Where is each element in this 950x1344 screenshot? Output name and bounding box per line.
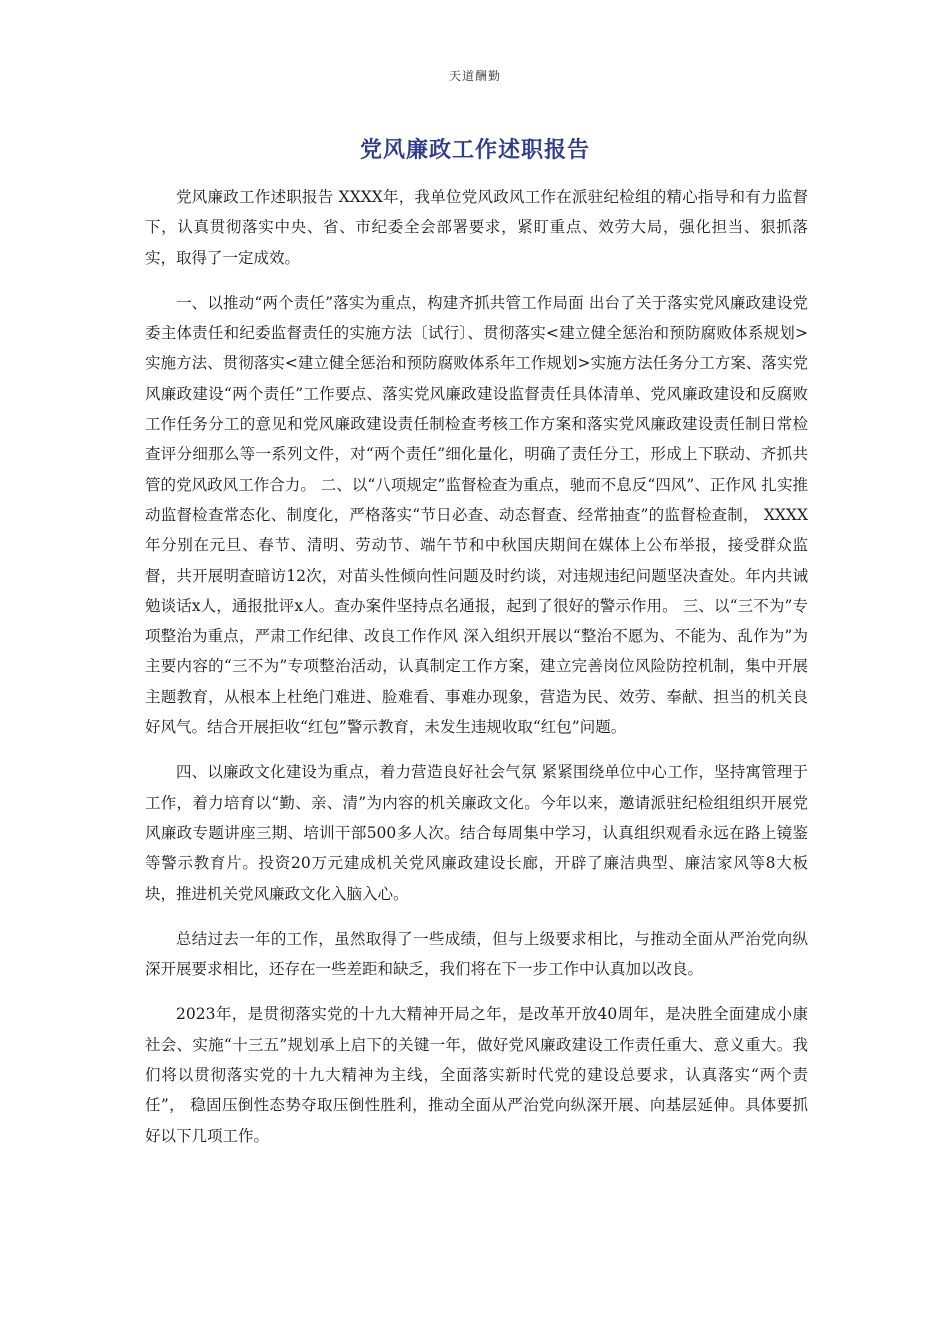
document-title: 党风廉政工作述职报告 [359,137,590,163]
document-body [145,182,808,1166]
page-header: 天道酬勤 [448,69,501,83]
paragraph-plan: 2023年，是贯彻落实党的十九大精神开局之年，是改革开放40周年，是决胜全面建成小康社会、实施“十三五”规划承上启下的关键一年，做好党风廉政建设工作责任重大、意义重大。我们将以贯彻落实党的十九大精神为主线，全面落实新时代党的建设总要求，认真落实“两个责任”， 稳固压倒性态势夺取压倒性胜利，推动全面从严治党向纵深开展、向基层延伸。具体要抓好以下几项工作。 [145,1005,808,1145]
paragraph-section-4: 四、以廉政文化建设为重点，着力营造良好社会气氛 紧紧围绕单位中心工作，坚持寓管理于工作，着力培育以“勤、亲、清”为内容的机关廉政文化。今年以来，邀请派驻纪检组组织开展党风廉政专题讲座三期、培训干部500多人次。结合每周集中学习，认真组织观看永远在路上镜鉴等警示教育片。投资20万元建成机关党风廉政建设长廊，开辟了廉洁典型、廉洁家风等8大板块，推进机关党风廉政文化入脑入心。 [145,763,808,903]
paragraph-summary: 总结过去一年的工作，虽然取得了一些成绩，但与上级要求相比，与推动全面从严治党向纵深开展要求相比，还存在一些差距和缺乏，我们将在下一步工作中认真加以改良。 [145,929,808,979]
paragraph-intro: 党风廉政工作述职报告 XXXX年，我单位党风政风工作在派驻纪检组的精心指导和有力监督下，认真贯彻落实中央、省、市纪委全会部署要求，紧盯重点、效劳大局，强化担当、狠抓落实，取得了一定成效。 [145,188,808,267]
paragraph-sections-1-3: 一、以推动“两个责任”落实为重点，构建齐抓共管工作局面 出台了关于落实党风廉政建设党委主体责任和纪委监督责任的实施方法〔试行〕、贯彻落实<建立健全惩治和预防腐败体系规划>实施方法、贯彻落实<建立健全惩治和预防腐败体系年工作规划>实施方法任务分工方案、落实党风廉政建设“两个责任”工作要点、落实党风廉政建设监督责任具体清单、党风廉政建设和反腐败工作任务分工的意见和党风廉政建设责任制检查考核工作方案和落实党风廉政建设责任制日常检查评分细那么等一系列文件，对“两个责任”细化量化，明确了责任分工，形成上下联动、齐抓共管的党风政风工作合力。 二、以“八项规定”监督检查为重点，驰而不息反“四风”、正作风 扎实推动监督检查常态化、制度化，严格落实“节日必查、动态督查、经常抽查”的监督检查制， XXXX年分别在元旦、春节、清明、劳动节、端午节和中秋国庆期间在媒体上公布举报，接受群众监督，共开展明查暗访12次，对苗头性倾向性问题及时约谈，对违规违纪问题坚决查处。年内共诫勉谈话x人，通报批评x人。查办案件坚持点名通报，起到了很好的警示作用。 三、以“三不为”专项整治为重点，严肃工作纪律、改良工作作风 深入组织开展以“整治不愿为、不能为、乱作为”为主要内容的“三不为”专项整治活动，认真制定工作方案，建立完善岗位风险防控机制，集中开展主题教育，从根本上杜绝门难进、脸难看、事难办现象，营造为民、效劳、奉献、担当的机关良好风气。结合开展拒收“红包”警示教育，未发生违规收取“红包”问题。 [145,293,808,737]
